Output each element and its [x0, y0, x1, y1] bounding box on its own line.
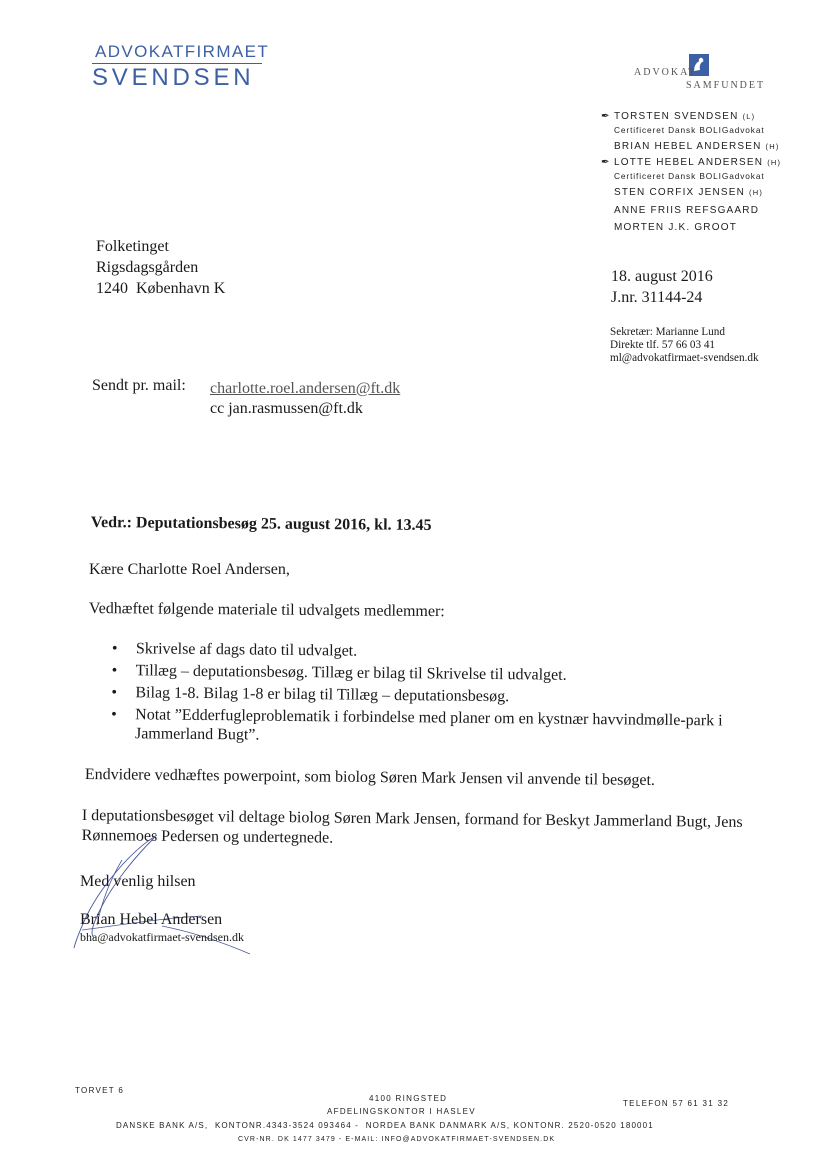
list-item: [108, 639, 748, 665]
partner-certification: Certificeret Dansk BOLIGadvokat: [614, 125, 765, 135]
partner-name: TORSTEN SVENDSEN: [614, 111, 739, 122]
firm-logo-line1: ADVOKATFIRMAET: [95, 42, 270, 61]
footer-city: 4100 RINGSTED: [369, 1094, 448, 1103]
samfund-text-samfundet: SAMFUNDET: [686, 80, 766, 91]
list-item: [107, 683, 747, 709]
subject-text: Deputationsbesøg 25. august 2016, kl. 13.45: [135, 514, 432, 534]
partner-item: [601, 109, 781, 124]
partner-name: MORTEN J.K. GROOT: [614, 222, 737, 233]
recipient-line: 1240 København K: [96, 280, 226, 297]
partner-name: LOTTE HEBEL ANDERSEN: [614, 157, 764, 168]
recipient-line: Rigsdagsgården: [96, 259, 199, 276]
footer-phone: TELEFON 57 61 31 32: [623, 1099, 730, 1108]
list-item-text: Notat ”Edderfugleproblematik i forbindelse med planer om en kystnær havvindmølle-park i Jammerland Bugt”.: [134, 706, 723, 744]
recipient-email-link[interactable]: charlotte.roel.andersen@ft.dk: [210, 380, 401, 397]
recipient-line: Folketinget: [96, 238, 169, 255]
recipient-address: [96, 236, 225, 299]
secretary-email: ml@advokatfirmaet-svendsen.dk: [610, 352, 759, 364]
cc-email: cc jan.rasmussen@ft.dk: [210, 400, 363, 417]
body-paragraph: I deputationsbesøget vil deltage biolog Søren Mark Jensen, formand for Beskyt Jammerland Bugt, Jens Rønnemoes Pedersen og undertegnede.: [81, 806, 743, 847]
attachment-list: [107, 639, 748, 753]
journal-number: J.nr. 31144-24: [611, 289, 703, 306]
letter-date-block: [611, 266, 713, 308]
bullet-icon: •: [111, 706, 117, 724]
partner-item: [614, 203, 781, 218]
secretary-phone: Direkte tlf. 57 66 03 41: [610, 339, 716, 351]
bullet-icon: •: [111, 684, 118, 702]
bullet-icon: •: [111, 662, 118, 680]
intro-text: Vedhæftet følgende materiale til udvalgets medlemmer:: [88, 600, 445, 621]
footer-bank-details: DANSKE BANK A/S, KONTONR.4343-3524 093464 - NORDEA BANK DANMARK A/S, KONTONR. 2520-0520 180001: [116, 1121, 654, 1130]
partner-item: [614, 139, 781, 154]
letter-subject: [91, 514, 432, 535]
secretary-block: [610, 326, 759, 365]
list-item-text: Tillæg – deputationsbesøg. Tillæg er bilag til Skrivelse til udvalget.: [135, 662, 567, 684]
footer-street: TORVET 6: [75, 1086, 125, 1095]
firm-logo-name: SVENDSEN: [92, 64, 255, 91]
list-item: [108, 661, 748, 687]
signer-name: Brian Hebel Andersen: [80, 911, 223, 928]
footer-cvr-email: CVR-NR. DK 1477 3479 - E-MAIL: INFO@ADVOKATFIRMAET-SVENDSEN.DK: [238, 1136, 556, 1143]
closing-phrase: Med venlig hilsen: [80, 873, 196, 890]
bullet-icon: •: [111, 640, 118, 658]
body-paragraph: Endvidere vedhæftes powerpoint, som biolog Søren Mark Jensen vil anvende til besøget.: [84, 765, 656, 789]
footer-branch: AFDELINGSKONTOR I HASLEV: [327, 1107, 476, 1116]
sent-by-mail-label: Sendt pr. mail:: [92, 377, 186, 394]
partner-suffix: (H): [749, 188, 764, 197]
secretary-name: Sekretær: Marianne Lund: [610, 326, 725, 338]
partner-suffix: (H): [765, 142, 780, 151]
partner-name: STEN CORFIX JENSEN: [614, 187, 746, 198]
partner-suffix: (L): [742, 112, 756, 121]
salutation: Kære Charlotte Roel Andersen,: [89, 561, 290, 578]
partner-name: BRIAN HEBEL ANDERSEN: [614, 141, 762, 152]
samfund-text-advokat: ADVOKAT: [634, 67, 697, 78]
partner-suffix: (H): [767, 158, 782, 167]
partner-name: ANNE FRIIS REFSGAARD: [614, 205, 760, 216]
partner-item: [614, 220, 781, 235]
partner-certification: Certificeret Dansk BOLIGadvokat: [614, 171, 765, 181]
partner-list: [601, 109, 782, 235]
certified-mark-icon: ✒: [601, 111, 611, 122]
list-item: [107, 705, 725, 749]
subject-label: Vedr.:: [90, 514, 133, 532]
partner-item: [601, 155, 782, 170]
partner-item: [614, 185, 781, 200]
letter-date: 18. august 2016: [611, 268, 713, 285]
certified-mark-icon: ✒: [601, 157, 611, 168]
list-item-text: Skrivelse af dags dato til udvalget.: [135, 640, 358, 660]
signer-email: bha@advokatfirmaet-svendsen.dk: [80, 930, 244, 944]
list-item-text: Bilag 1-8. Bilag 1-8 er bilag til Tillæg – deputationsbesøg.: [135, 684, 510, 706]
